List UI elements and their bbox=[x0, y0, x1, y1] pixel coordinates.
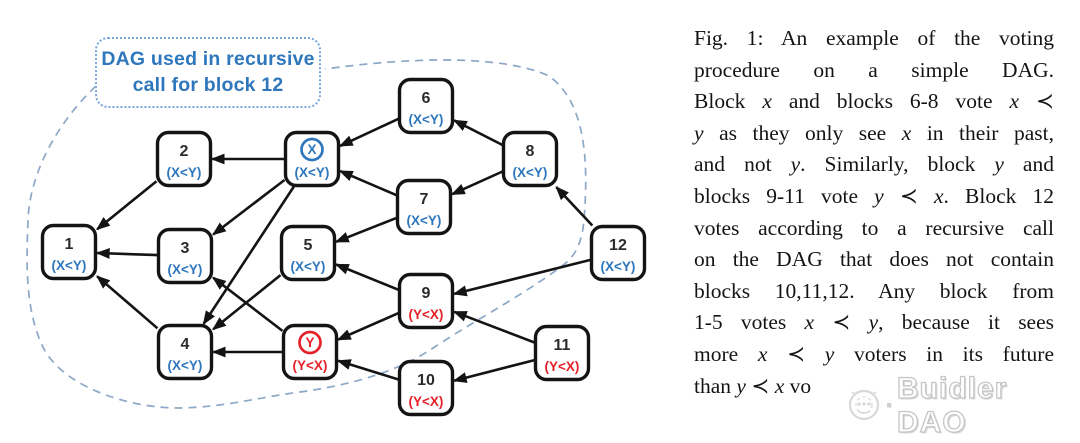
svg-text:11: 11 bbox=[553, 337, 571, 354]
caption-line-8: on the DAG that does not contain bbox=[694, 247, 1054, 272]
buidler-dao-logo-icon bbox=[844, 384, 884, 429]
vote-label-3: (X<Y) bbox=[167, 262, 203, 277]
dag-node-9 bbox=[400, 275, 453, 328]
dag-edge-9-5 bbox=[336, 265, 398, 290]
dag-edge-x-3 bbox=[213, 180, 284, 235]
caption-line-12: than y ≺ x vo bbox=[694, 373, 812, 398]
dag-node-11 bbox=[536, 327, 589, 380]
vote-label-6: (X<Y) bbox=[408, 112, 444, 127]
dag-node-12 bbox=[592, 227, 645, 280]
dag-edge-12-8 bbox=[556, 187, 592, 225]
caption-line-9: blocks 10,11,12. Any block from bbox=[694, 278, 1054, 303]
svg-text:X: X bbox=[307, 142, 317, 158]
svg-text:Y: Y bbox=[305, 335, 315, 351]
svg-text:5: 5 bbox=[303, 237, 313, 254]
vote-label-8: (X<Y) bbox=[512, 165, 548, 180]
vote-label-11: (Y<X) bbox=[544, 359, 580, 374]
svg-text:1: 1 bbox=[64, 236, 74, 253]
watermark-text: Buidler DAO bbox=[897, 372, 1008, 439]
svg-text:10: 10 bbox=[417, 372, 435, 389]
svg-text:3: 3 bbox=[180, 240, 190, 257]
dag-node-8 bbox=[504, 133, 557, 186]
svg-text:9: 9 bbox=[421, 285, 431, 302]
dag-edge-3-1 bbox=[97, 253, 157, 255]
caption-line-3: Block x and blocks 6-8 vote x ≺ bbox=[694, 89, 1054, 114]
watermark bbox=[844, 372, 1080, 440]
dag-edge-11-10 bbox=[454, 360, 534, 381]
watermark-separator: · bbox=[885, 389, 895, 422]
caption-line-7: votes according to a recursive call bbox=[694, 215, 1054, 240]
vote-label-12: (X<Y) bbox=[600, 259, 636, 274]
dag-edge-4-1 bbox=[97, 276, 157, 328]
dag-node-2 bbox=[158, 133, 211, 186]
dag-node-10 bbox=[400, 362, 453, 415]
dag-node-y bbox=[284, 326, 337, 379]
dag-edge-8-7 bbox=[452, 172, 502, 195]
vote-label-x: (X<Y) bbox=[294, 165, 330, 180]
dag-edge-2-1 bbox=[97, 181, 156, 229]
figure-caption bbox=[694, 26, 1054, 405]
dag-edge-6-x bbox=[340, 119, 398, 146]
caption-line-6: blocks 9-11 vote y ≺ x. Block 12 bbox=[694, 183, 1055, 208]
dag-node-4 bbox=[159, 326, 212, 379]
vote-label-2: (X<Y) bbox=[166, 165, 202, 180]
svg-text:12: 12 bbox=[609, 237, 627, 254]
callout-line-1: DAG used in recursive bbox=[101, 48, 315, 71]
caption-line-5: and not y. Similarly, block y and bbox=[694, 152, 1054, 177]
svg-text:4: 4 bbox=[180, 336, 190, 353]
dag-edge-8-6 bbox=[454, 120, 502, 145]
dag-node-3 bbox=[159, 230, 212, 283]
vote-label-1: (X<Y) bbox=[51, 258, 87, 273]
dag-node-5 bbox=[282, 227, 335, 280]
caption-line-1: Fig. 1: An example of the voting bbox=[694, 26, 1054, 50]
caption-line-2: procedure on a simple DAG. bbox=[694, 57, 1054, 82]
vote-label-7: (X<Y) bbox=[406, 213, 442, 228]
svg-text:8: 8 bbox=[525, 143, 535, 160]
svg-text:7: 7 bbox=[419, 191, 429, 208]
dag-node-x bbox=[286, 133, 339, 186]
vote-label-10: (Y<X) bbox=[408, 394, 444, 409]
caption-line-10: 1-5 votes x ≺ y, because it sees bbox=[694, 310, 1055, 335]
caption-line-4: y as they only see x in their past, bbox=[694, 120, 1054, 145]
dag-edge-9-y bbox=[338, 313, 398, 340]
recursive-dag-callout bbox=[95, 37, 321, 108]
vote-label-4: (X<Y) bbox=[167, 358, 203, 373]
svg-text:6: 6 bbox=[421, 90, 431, 107]
dag-edge-11-9 bbox=[454, 312, 534, 343]
vote-label-y: (Y<X) bbox=[292, 358, 328, 373]
caption-line-11: more x ≺ y voters in its future bbox=[694, 341, 1054, 366]
dag-edge-12-9 bbox=[454, 260, 590, 294]
dag-edge-7-x bbox=[340, 171, 396, 195]
vote-label-5: (X<Y) bbox=[290, 259, 326, 274]
callout-line-2: call for block 12 bbox=[132, 73, 284, 96]
dag-node-7 bbox=[398, 181, 451, 234]
svg-text:2: 2 bbox=[179, 143, 189, 160]
vote-label-9: (Y<X) bbox=[408, 307, 444, 322]
dag-edge-y-3 bbox=[213, 278, 282, 331]
dag-node-1 bbox=[43, 226, 96, 279]
dag-node-6 bbox=[400, 80, 453, 133]
dag-edge-7-5 bbox=[336, 218, 396, 242]
